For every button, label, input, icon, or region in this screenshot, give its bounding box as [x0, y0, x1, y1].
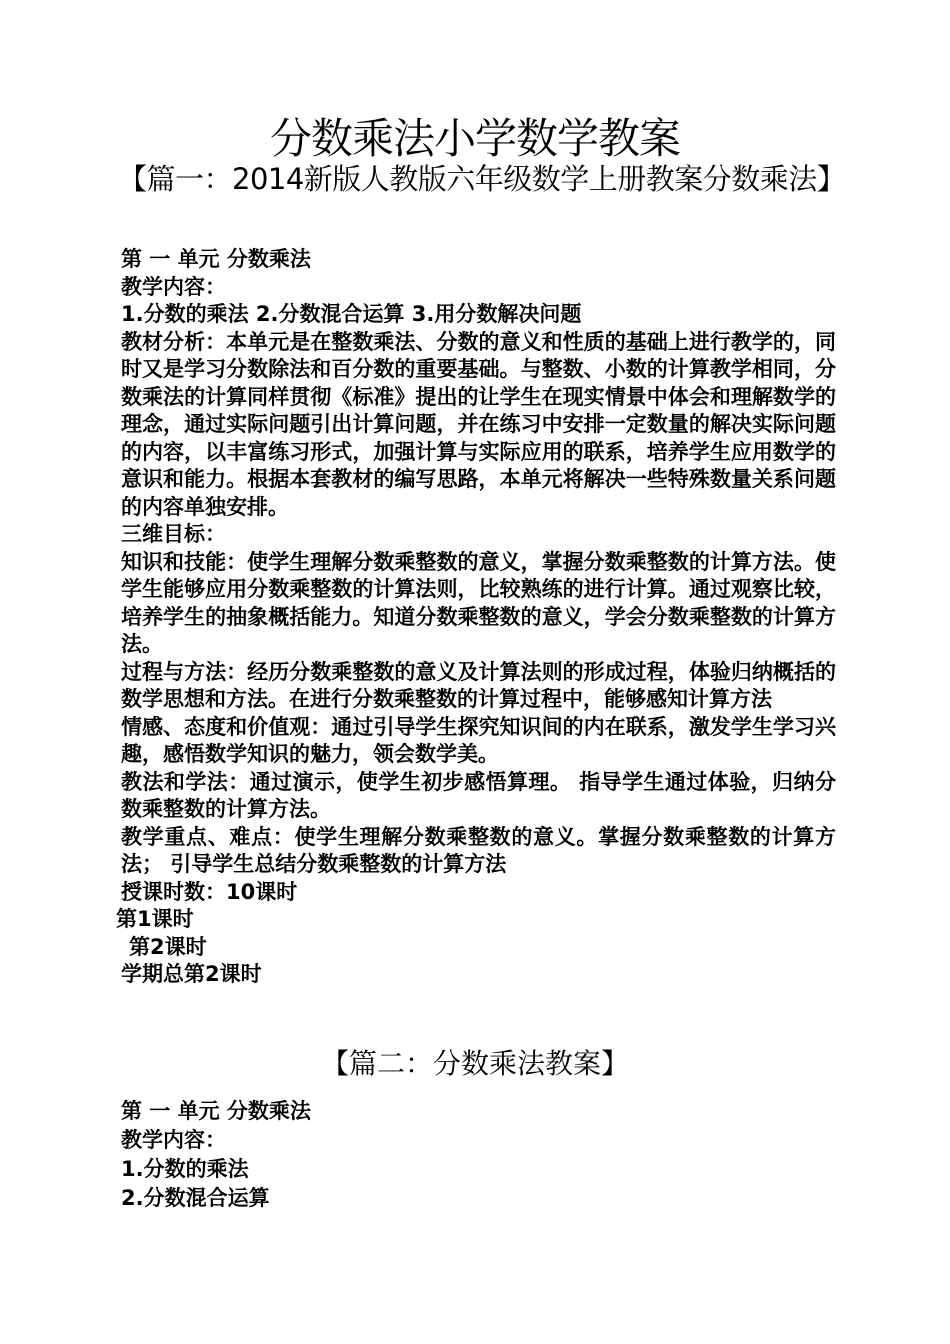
lesson-2-line: 第2课时 [129, 934, 207, 959]
part2-body [116, 1097, 836, 1213]
content-label: 教学内容： [121, 274, 226, 299]
emotion-paragraph: 情感、态度和价值观：通过引导学生探究知识间的内在联系，激发学生学习兴趣，感悟数学知识的魅力，领会数学美。 [121, 714, 836, 766]
part2-heading: 【篇二：分数乘法教案】 [320, 1047, 629, 1080]
method-paragraph: 教法和学法：通过演示，使学生初步感悟算理。 指导学生通过体验，归纳分数乘整数的计算方法。 [121, 769, 836, 821]
part1-heading: 【篇一：2014新版人教版六年级数学上册教案分数乘法】 [118, 162, 846, 196]
knowledge-paragraph: 知识和技能：使学生理解分数乘整数的意义，掌握分数乘整数的计算方法。使学生能够应用分数乘整数的计算法则，比较熟练的进行计算。通过观察比较，培养学生的抽象概括能力。知道分数乘整数的意义，学会分数乘整数的计算方法。 [121, 549, 836, 656]
document-title: 分数乘法小学数学教案 [269, 114, 680, 163]
content-item-2: 2.分数混合运算 [121, 1186, 270, 1210]
goals-label: 三维目标： [121, 522, 226, 546]
analysis-paragraph: 教材分析：本单元是在整数乘法、分数的意义和性质的基础上进行教学的，同时又是学习分数除法和百分数的重要基础。与整数、小数的计算教学相同，分数乘法的计算同样贯彻《标准》提出的让学生在现实情景中体会和理解数学的理念，通过实际问题引出计算问题，并在练习中安排一定数量的解决实际问题的内容，以丰富练习形式，加强计算与实际应用的联系，培养学生应用数学的意识和能力。根据本套教材的编写思路，本单元将解决一些特殊数量关系问题的内容单独安排。 [121, 329, 836, 519]
hours-line: 授课时数：10课时 [121, 879, 298, 904]
part1-body [116, 246, 836, 989]
content-item-1: 1.分数的乘法 [121, 1157, 249, 1181]
unit-heading-2: 第 一 单元 分数乘法 [121, 1099, 311, 1123]
lesson-1-line: 第1课时 [116, 907, 194, 931]
key-points-paragraph: 教学重点、难点：使学生理解分数乘整数的意义。掌握分数乘整数的计算方法； 引导学生总结分数乘整数的计算方法 [121, 824, 836, 876]
content-items: 1.分数的乘法 2.分数混合运算 3.用分数解决问题 [121, 302, 582, 326]
term-total-line: 学期总第2课时 [121, 962, 262, 986]
unit-heading: 第 一 单元 分数乘法 [121, 247, 311, 271]
process-paragraph: 过程与方法：经历分数乘整数的意义及计算法则的形成过程，体验归纳概括的数学思想和方法。在进行分数乘整数的计算过程中，能够感知计算方法 [121, 659, 836, 711]
content-label-2: 教学内容： [121, 1128, 226, 1152]
